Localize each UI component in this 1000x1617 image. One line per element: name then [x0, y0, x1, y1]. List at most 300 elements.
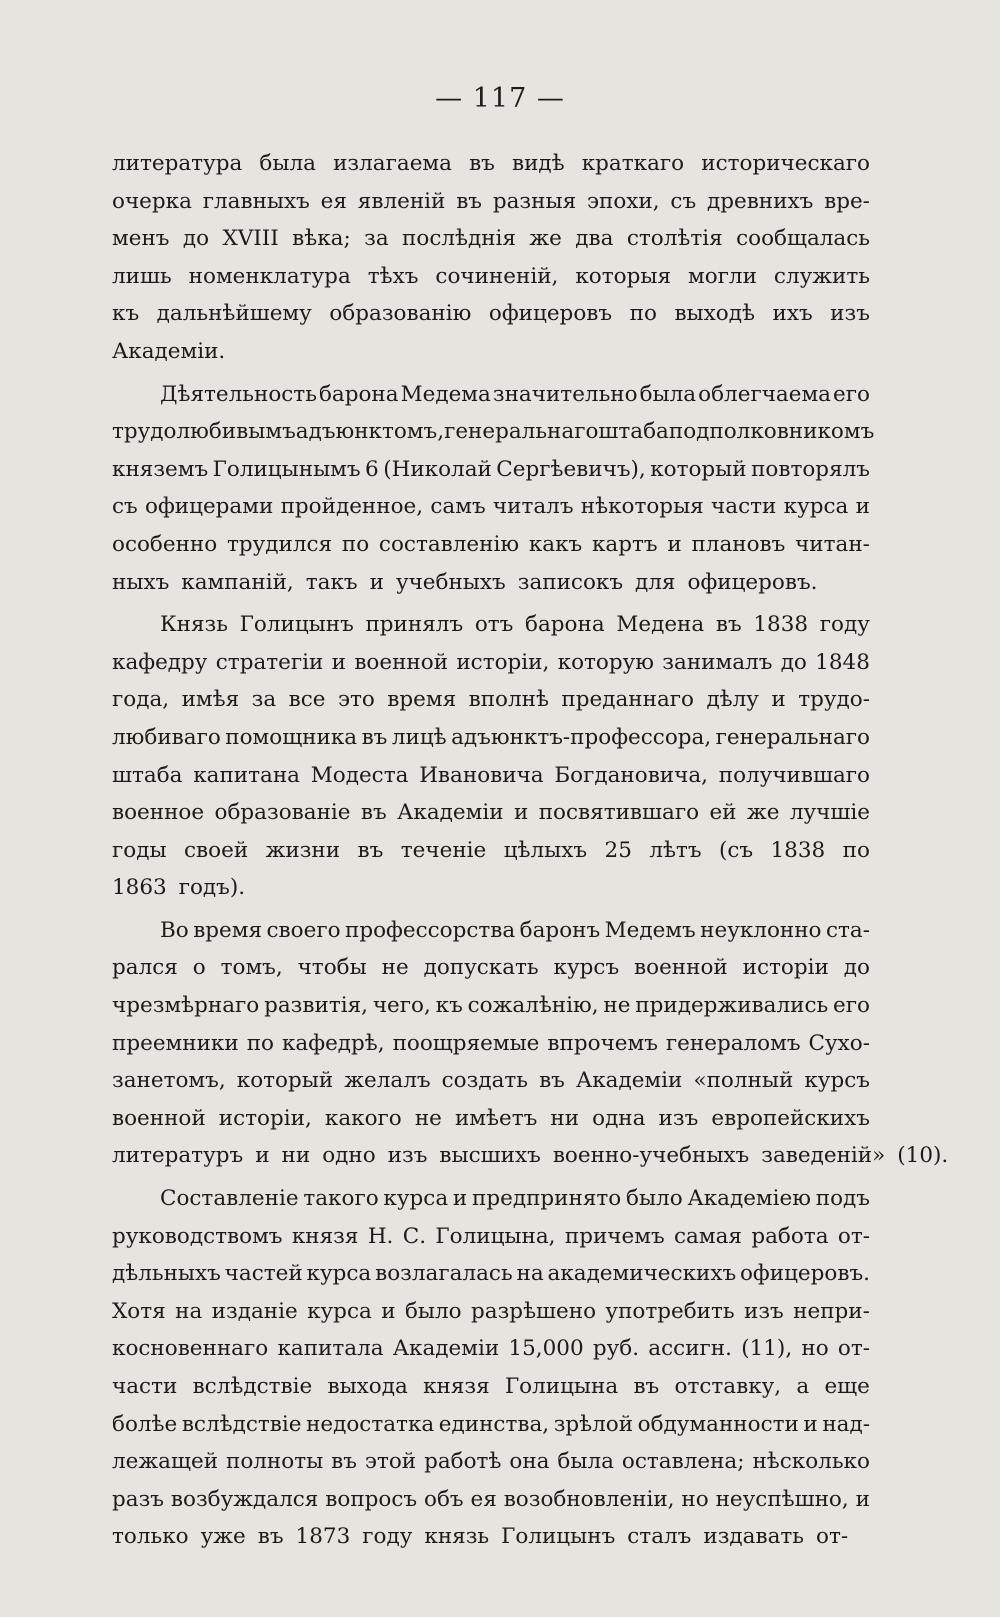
word: ей: [709, 800, 737, 826]
word: она: [509, 1449, 550, 1475]
word: не: [381, 955, 409, 981]
word: одно: [322, 1143, 376, 1169]
text-line: [112, 719, 870, 757]
word: отъ: [474, 612, 514, 638]
word: «полный: [693, 1068, 794, 1094]
word: ни: [550, 1105, 580, 1131]
word: въ: [361, 724, 388, 750]
word: была: [259, 151, 316, 176]
word: была: [639, 381, 697, 407]
word: принялъ: [365, 612, 464, 638]
word: по: [341, 531, 370, 557]
word: отставку,: [674, 1374, 782, 1399]
text-line: [112, 912, 870, 950]
word: время: [193, 917, 263, 943]
text-line: [112, 869, 870, 907]
word: развитія,: [264, 993, 368, 1019]
word: Голицынымъ: [212, 456, 361, 482]
paragraph: [112, 145, 870, 371]
page-number: — 117 —: [435, 83, 565, 114]
word: 15,000: [508, 1336, 584, 1362]
word: европейскихъ: [711, 1105, 870, 1131]
word: литература: [112, 151, 243, 176]
word: менъ: [112, 226, 170, 252]
text-line: [112, 757, 870, 795]
word: 1848: [815, 649, 870, 675]
word: части: [711, 494, 777, 520]
word: помощника: [225, 724, 358, 750]
word: 1838: [770, 837, 826, 863]
word: изъ: [830, 301, 870, 327]
text-line: [112, 681, 870, 719]
word: создать: [441, 1068, 529, 1094]
word: курса: [783, 494, 849, 520]
word: неуклонно: [700, 917, 822, 943]
text-line: [112, 451, 870, 489]
word: читалъ: [492, 494, 574, 520]
word: учебныхъ: [395, 569, 506, 595]
word: но: [681, 1486, 709, 1512]
word: допускать: [423, 955, 539, 981]
text-line: [112, 1255, 870, 1293]
word: съ: [112, 494, 138, 520]
word: который: [236, 1068, 334, 1094]
word: исторіи,: [218, 1105, 312, 1131]
word: имѣетъ: [454, 1105, 538, 1131]
word: занетомъ,: [112, 1068, 226, 1094]
word: частей: [224, 1261, 303, 1287]
word: и: [855, 1486, 870, 1512]
word: объ: [424, 1486, 464, 1512]
word: же: [529, 226, 562, 252]
word: была: [557, 1449, 614, 1475]
word: изъ: [658, 1105, 699, 1131]
word: преемники: [112, 1030, 239, 1056]
word: видѣ: [511, 151, 565, 176]
word: над-: [822, 1411, 870, 1437]
word: и: [331, 649, 347, 675]
word: князя: [423, 1374, 490, 1399]
word: и: [667, 531, 682, 557]
word: офицеровъ: [488, 301, 613, 327]
word: номенклатура: [188, 263, 351, 289]
word: вслѣдствіе: [181, 1411, 302, 1437]
word: Князь: [160, 612, 228, 638]
word: предпринято: [472, 1186, 622, 1212]
word: такъ: [305, 569, 358, 595]
text-line: [112, 1180, 870, 1218]
word: (10).: [897, 1143, 949, 1169]
word: кампаній,: [181, 569, 294, 595]
word: лежащей: [112, 1449, 219, 1475]
word: непри-: [793, 1298, 870, 1324]
word: трудо-: [798, 687, 870, 713]
word: нѣкоторыя: [580, 494, 704, 520]
word: въ: [715, 612, 742, 638]
word: сочиненій,: [435, 263, 559, 289]
word: вслѣдствіе: [192, 1374, 313, 1399]
word: выхода: [327, 1374, 408, 1399]
word: томъ,: [220, 955, 283, 981]
word: барона: [525, 612, 605, 638]
word: къ: [112, 301, 140, 327]
word: чрезмѣрнаго: [112, 993, 260, 1019]
word: заведеній»: [761, 1143, 886, 1169]
word: высшихъ: [439, 1143, 541, 1169]
word: самая: [674, 1223, 742, 1249]
word: придерживались: [635, 993, 829, 1019]
word: штаба: [112, 762, 183, 788]
word: все: [288, 687, 326, 713]
word: военное: [112, 800, 205, 826]
word: послѣднія: [402, 226, 516, 252]
word: лучшіе: [789, 800, 870, 826]
word: который: [650, 456, 747, 482]
word: части: [112, 1374, 178, 1399]
word: трудился: [226, 531, 333, 557]
word: употребить: [605, 1298, 735, 1324]
word: значительно: [492, 381, 638, 407]
word: от-: [837, 1223, 870, 1249]
word: выходѣ: [674, 301, 755, 327]
word: стратегіи: [215, 649, 324, 675]
word: подполковникомъ: [668, 419, 875, 445]
text-line: [112, 644, 870, 682]
word: руководствомъ: [112, 1223, 283, 1249]
word: разныя: [492, 188, 577, 214]
word: адъюнктъ-профессора,: [451, 724, 712, 750]
word: косновеннаго: [112, 1336, 269, 1362]
word: вопросъ: [325, 1486, 418, 1512]
word: его: [833, 381, 870, 407]
word: краткаго: [581, 151, 685, 176]
word: Голицынъ: [501, 1524, 616, 1550]
word: от-: [816, 1524, 849, 1550]
word: одна: [592, 1105, 646, 1131]
word: въ: [360, 800, 387, 826]
word: военной: [634, 955, 728, 981]
word: два: [575, 226, 614, 252]
text-line: [112, 1218, 870, 1256]
paragraph: [112, 1180, 870, 1556]
word: излагаема: [333, 151, 452, 176]
word: изъ: [744, 1298, 784, 1324]
word: до: [182, 226, 210, 252]
word: от-: [837, 1336, 870, 1362]
word: какого: [324, 1105, 402, 1131]
word: профессорства: [344, 917, 516, 943]
word: цѣлыхъ: [503, 837, 588, 863]
word: курса: [307, 1298, 372, 1324]
word: Составленіе: [160, 1186, 299, 1212]
word: и: [855, 494, 870, 520]
word: разрѣшено: [471, 1298, 597, 1324]
paragraph: [112, 606, 870, 907]
word: возобновленіи,: [503, 1486, 675, 1512]
word: повторялъ: [751, 456, 870, 482]
text-line: [112, 794, 870, 832]
word: Голицына: [504, 1374, 619, 1399]
word: въ: [633, 1374, 660, 1399]
word: ея: [320, 188, 347, 214]
word: Голицына,: [435, 1223, 556, 1249]
text-line: [112, 606, 870, 644]
word: Во: [160, 917, 189, 943]
word: трудолюбивымъ: [112, 419, 296, 445]
word: Дѣятельность: [160, 381, 317, 407]
word: въ: [257, 1524, 284, 1550]
word: имѣя: [181, 687, 240, 713]
word: зрѣлой: [553, 1411, 634, 1437]
word: этой: [364, 1449, 417, 1475]
text-line: [112, 1481, 870, 1519]
word: Академіи: [575, 1068, 683, 1094]
word: изданіе: [211, 1298, 298, 1324]
word: (съ: [718, 837, 754, 863]
word: столѣтія: [626, 226, 723, 252]
word: было: [404, 1298, 462, 1324]
word: годы: [112, 837, 167, 863]
word: въ: [357, 837, 384, 863]
word: штаба: [598, 419, 669, 445]
word: году: [362, 1524, 413, 1550]
word: и: [369, 569, 384, 595]
word: къ: [435, 993, 463, 1019]
text-line: [112, 526, 870, 564]
word: и: [771, 687, 786, 713]
word: военно-учебныхъ: [552, 1143, 750, 1169]
text-line: [112, 1025, 870, 1063]
word: о: [192, 955, 206, 981]
word: сообщалась: [736, 226, 870, 252]
word: и: [381, 1298, 396, 1324]
word: (11),: [741, 1336, 793, 1362]
word: кафедрѣ,: [281, 1030, 385, 1056]
word: его: [833, 993, 870, 1019]
word: для: [635, 569, 676, 595]
word: своей: [184, 837, 249, 863]
word: курса: [383, 1186, 449, 1212]
word: работа: [751, 1223, 829, 1249]
word: до: [780, 649, 807, 675]
word: преданнаго: [561, 687, 694, 713]
word: капитана: [193, 762, 300, 788]
text-line: [112, 183, 870, 221]
word: же: [746, 800, 780, 826]
word: теченіе: [400, 837, 487, 863]
word: и: [513, 800, 529, 826]
word: болѣе: [112, 1411, 178, 1437]
word: составленію: [378, 531, 520, 557]
text-line: [112, 145, 870, 183]
word: самъ: [430, 494, 486, 520]
word: такого: [303, 1186, 379, 1212]
word: кафедру: [112, 649, 208, 675]
word: подъ: [815, 1186, 870, 1212]
word: 25: [604, 837, 632, 863]
word: тѣхъ: [367, 263, 419, 289]
word: нѣсколько: [752, 1449, 870, 1475]
text-line: [112, 295, 870, 333]
word: образованіе: [214, 800, 351, 826]
word: это: [337, 687, 375, 713]
word: ихъ: [772, 301, 813, 327]
text-line: [112, 1330, 870, 1368]
word: было: [626, 1186, 683, 1212]
word: Ивановича: [419, 762, 544, 788]
word: желалъ: [344, 1068, 431, 1094]
word: ныхъ: [112, 569, 170, 595]
text-line: [112, 832, 870, 870]
word: лѣтъ: [649, 837, 702, 863]
word: баронъ: [519, 917, 601, 943]
word: недостатка: [306, 1411, 435, 1437]
word: особенно: [112, 531, 218, 557]
word: въ: [539, 1068, 565, 1094]
word: получившаго: [718, 762, 870, 788]
word: вѣка;: [292, 226, 351, 252]
text-line: [112, 564, 870, 602]
word: военной: [112, 1105, 206, 1131]
text-line: [112, 376, 870, 414]
word: время: [387, 687, 457, 713]
word: неуспѣшно,: [715, 1486, 849, 1512]
word: работѣ: [424, 1449, 502, 1475]
word: генераломъ: [665, 1030, 801, 1056]
word: изъ: [387, 1143, 428, 1169]
word: лицѣ: [391, 724, 447, 750]
word: не: [603, 993, 631, 1019]
word: Медена: [616, 612, 705, 638]
word: генеральнаго: [715, 724, 870, 750]
text-line: [112, 987, 870, 1025]
word: въ: [331, 1449, 357, 1475]
word: Академіею: [687, 1186, 811, 1212]
word: въ: [456, 188, 482, 214]
word: и: [803, 1411, 818, 1437]
word: очерка: [112, 188, 192, 214]
word: оставлена;: [621, 1449, 745, 1475]
word: исторіи: [742, 955, 829, 981]
word: Академіи.: [112, 338, 226, 364]
word: своего: [266, 917, 341, 943]
word: по: [842, 837, 870, 863]
word: главныхъ: [202, 188, 310, 214]
word: курса: [306, 1261, 372, 1287]
word: князя: [291, 1223, 359, 1249]
text-line: [112, 333, 870, 371]
text-line: [112, 1062, 870, 1100]
word: картъ: [591, 531, 658, 557]
word: вполнѣ: [468, 687, 549, 713]
word: облегчаема: [698, 381, 832, 407]
text-line: [112, 413, 875, 451]
text-line: [112, 1293, 870, 1331]
word: жизни: [265, 837, 341, 863]
word: посвятившаго: [538, 800, 700, 826]
paragraph: [112, 376, 875, 602]
word: которыя: [575, 263, 672, 289]
word: офицерами: [145, 494, 274, 520]
text-line: [112, 1100, 870, 1138]
word: года,: [112, 687, 170, 713]
word: ея: [470, 1486, 497, 1512]
word: издавать: [703, 1524, 804, 1550]
word: С.: [402, 1223, 427, 1249]
word: читан-: [795, 531, 870, 557]
text-line: [112, 488, 870, 526]
word: служить: [773, 263, 870, 289]
word: вре-: [824, 188, 870, 214]
text-line: [112, 258, 870, 296]
word: разъ: [112, 1486, 164, 1512]
word: уже: [200, 1524, 246, 1550]
word: съ: [670, 188, 697, 214]
word: Медема: [400, 381, 491, 407]
word: Голицынъ: [239, 612, 354, 638]
word: князь: [424, 1524, 490, 1550]
word: лишь: [112, 263, 172, 289]
word: не: [414, 1105, 442, 1131]
word: Богдановича,: [554, 762, 708, 788]
word: обдуманности: [637, 1411, 799, 1437]
word: военной: [354, 649, 449, 675]
word: Сухо-: [808, 1030, 870, 1056]
word: могли: [688, 263, 757, 289]
word: офицеровъ.: [739, 1261, 870, 1287]
word: и: [255, 1143, 270, 1169]
word: (Николай: [383, 456, 492, 482]
word: дѣлу: [706, 687, 759, 713]
word: годъ).: [178, 875, 246, 901]
word: записокъ: [517, 569, 624, 595]
word: дальнѣйшему: [156, 301, 312, 327]
word: офицеровъ.: [687, 569, 818, 595]
word: эпохи,: [586, 188, 660, 214]
word: которую: [557, 649, 654, 675]
word: чего,: [372, 993, 431, 1019]
word: за: [364, 226, 389, 252]
word: 1873: [295, 1524, 351, 1550]
word: капитала: [277, 1336, 384, 1362]
word: полноты: [225, 1449, 324, 1475]
text-line: [112, 1518, 870, 1556]
word: въ: [469, 151, 495, 176]
word: исторіи,: [456, 649, 550, 675]
word: рался: [112, 955, 178, 981]
word: поощряемые: [392, 1030, 540, 1056]
word: но: [801, 1336, 829, 1362]
word: любиваго: [112, 724, 221, 750]
word: до: [843, 955, 870, 981]
word: чтобы: [297, 955, 367, 981]
word: курсъ: [804, 1068, 870, 1094]
word: Академіи: [392, 1336, 500, 1362]
text-line: [112, 1443, 870, 1481]
word: Н.: [367, 1223, 394, 1249]
word: Сергѣевичъ),: [496, 456, 646, 482]
word: возлагалась: [375, 1261, 513, 1287]
word: занималъ: [662, 649, 773, 675]
word: дѣльныхъ: [112, 1261, 221, 1287]
word: сожалѣнію,: [467, 993, 599, 1019]
word: генеральнаго: [444, 419, 599, 445]
word: Академіи: [397, 800, 504, 826]
word: пройденное,: [280, 494, 424, 520]
word: курсъ: [553, 955, 620, 981]
word: барона: [318, 381, 399, 407]
word: княземъ: [112, 456, 209, 482]
